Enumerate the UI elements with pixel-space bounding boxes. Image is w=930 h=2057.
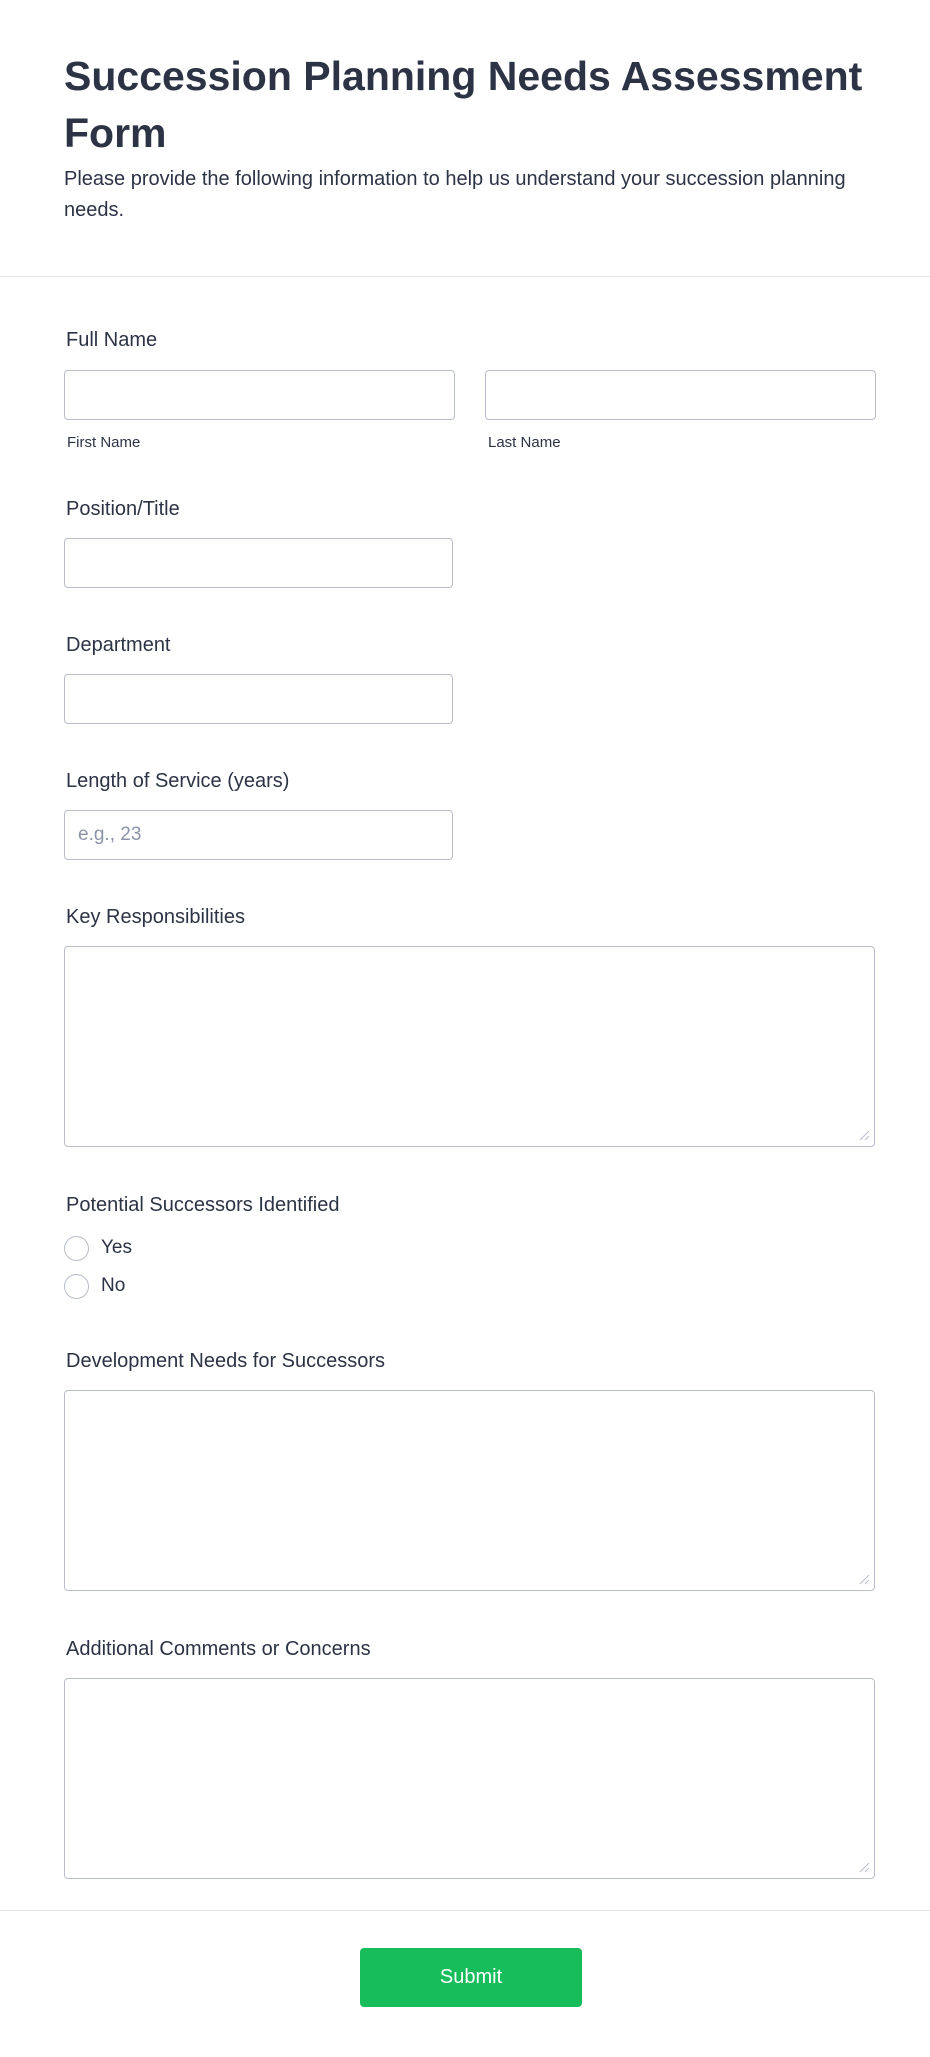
position-title-label: Position/Title	[66, 498, 180, 520]
potential-successors-label: Potential Successors Identified	[66, 1194, 340, 1216]
length-of-service-input[interactable]	[64, 810, 453, 860]
department-label: Department	[66, 634, 171, 656]
radio-yes-label[interactable]: Yes	[101, 1237, 132, 1258]
full-name-label: Full Name	[66, 329, 158, 351]
first-name-input[interactable]	[64, 370, 455, 420]
development-needs-textarea[interactable]	[64, 1390, 875, 1591]
position-title-input[interactable]	[64, 538, 453, 588]
radio-no-circle[interactable]	[64, 1274, 89, 1299]
key-responsibilities-label: Key Responsibilities	[66, 906, 245, 928]
resize-grip-icon[interactable]	[859, 1574, 870, 1585]
radio-option-yes[interactable]	[64, 1235, 132, 1261]
form-subtitle: Please provide the following information to help us understand your succession planning needs.	[64, 168, 846, 221]
resize-grip-icon[interactable]	[859, 1130, 870, 1141]
radio-yes-circle[interactable]	[64, 1236, 89, 1261]
additional-comments-label: Additional Comments or Concerns	[66, 1638, 371, 1660]
last-name-sublabel: Last Name	[488, 434, 561, 451]
additional-comments-textarea[interactable]	[64, 1678, 875, 1879]
last-name-input[interactable]	[485, 370, 876, 420]
department-input[interactable]	[64, 674, 453, 724]
radio-option-no[interactable]	[64, 1273, 125, 1299]
resize-grip-icon[interactable]	[859, 1862, 870, 1873]
submit-button[interactable]: Submit	[360, 1948, 582, 2007]
development-needs-label: Development Needs for Successors	[66, 1350, 386, 1372]
length-of-service-label: Length of Service (years)	[66, 770, 290, 792]
footer-divider	[0, 1910, 930, 1911]
form-title: Succession Planning Needs Assessment Form	[64, 53, 863, 156]
key-responsibilities-textarea[interactable]	[64, 946, 875, 1147]
first-name-sublabel: First Name	[67, 434, 141, 451]
form-header	[0, 0, 930, 277]
radio-no-label[interactable]: No	[101, 1275, 126, 1296]
